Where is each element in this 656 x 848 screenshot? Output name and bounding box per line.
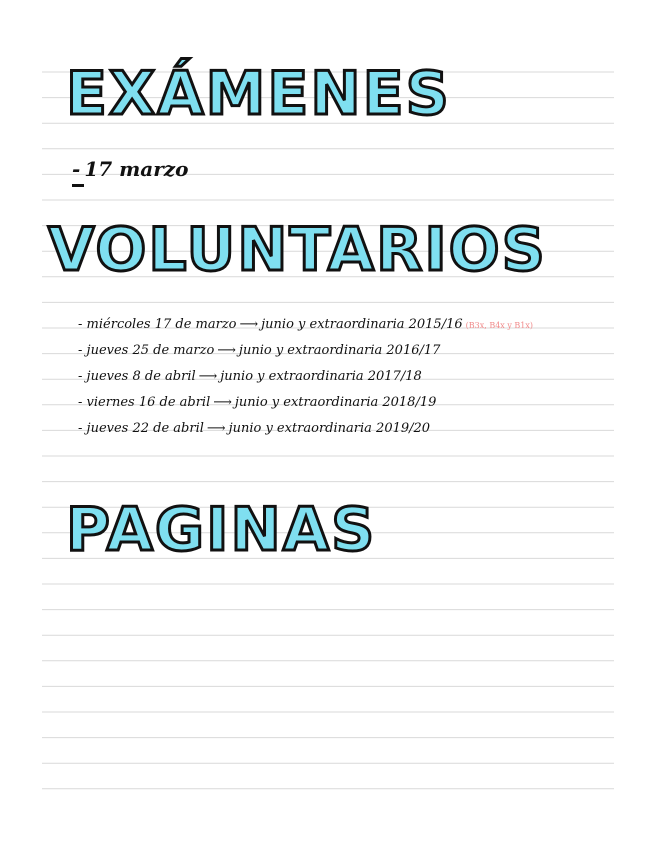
exam-dash: -	[72, 157, 81, 181]
list-item	[78, 390, 533, 416]
item-date: jueves 25 de marzo	[86, 343, 215, 358]
item-date: viernes 16 de abril	[86, 395, 211, 410]
item-dash: -	[78, 343, 83, 358]
item-dash: -	[78, 317, 83, 332]
item-dash: -	[78, 369, 83, 384]
list-item	[78, 312, 533, 338]
exam-date-text: 17 marzo	[84, 157, 189, 181]
item-note: (B3x, B4x y B1x)	[465, 321, 534, 330]
item-dash: -	[78, 395, 83, 410]
arrow-icon: ⟶	[206, 421, 226, 436]
title-voluntarios: VOLUNTARIOS	[48, 215, 547, 285]
voluntary-exams-list	[78, 312, 533, 442]
item-description: junio y extraordinaria 2018/19	[234, 395, 437, 410]
arrow-icon: ⟶	[213, 395, 232, 410]
item-dash: -	[78, 421, 83, 436]
item-date: jueves 8 de abril	[86, 369, 196, 384]
item-description: junio y extraordinaria 2017/18	[220, 369, 422, 384]
item-description: junio y extraordinaria 2016/17	[238, 343, 441, 358]
list-item	[78, 364, 533, 390]
arrow-icon: ⟶	[239, 317, 259, 332]
item-date: jueves 22 de abril	[86, 421, 204, 436]
list-item	[78, 416, 533, 442]
exam-date-entry	[72, 157, 188, 181]
item-description: junio y extraordinaria 2019/20	[228, 421, 431, 436]
title-examenes: EXÁMENES	[66, 59, 451, 129]
item-description: junio y extraordinaria 2015/16	[261, 317, 463, 332]
arrow-icon: ⟶	[217, 343, 236, 358]
arrow-icon: ⟶	[198, 369, 218, 384]
title-paginas: PAGINAS	[66, 495, 377, 565]
list-item	[78, 338, 533, 364]
empty-dash	[72, 184, 84, 187]
item-date: miércoles 17 de marzo	[86, 317, 237, 332]
